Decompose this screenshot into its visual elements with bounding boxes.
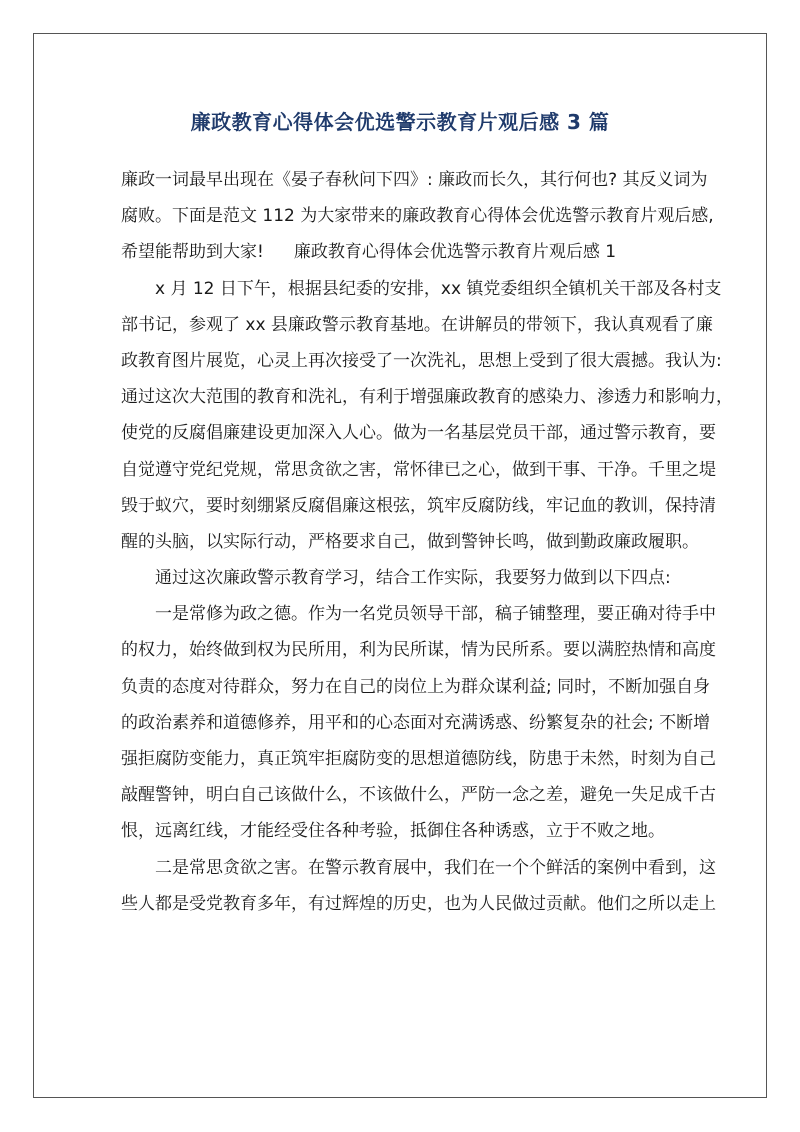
paragraph-line: 一是常修为政之德。作为一名党员领导干部，稿子铺整理，要正确对待手中: [155, 604, 716, 625]
paragraph-line: 的政治素养和道德修养，用平和的心态面对充满诱惑、纷繁复杂的社会; 不断增: [121, 712, 711, 733]
paragraph-line: 些人都是受党教育多年，有过辉煌的历史，也为人民做过贡献。他们之所以走上: [121, 893, 716, 914]
paragraph-line: 政教育图片展览，心灵上再次接受了一次洗礼，思想上受到了很大震撼。我认为:: [121, 350, 722, 371]
paragraph-4: [121, 850, 716, 922]
document-title: 廉政教育心得体会优选警示教育片观后感 3 篇: [190, 110, 610, 134]
paragraph-2: [121, 560, 685, 596]
paragraph-line: x 月 12 日下午，根据县纪委的安排，xx 镇党委组织全镇机关干部及各村支: [155, 278, 722, 299]
section-heading: 廉政教育心得体会优选警示教育片观后感 1: [293, 242, 617, 263]
paragraph-line: 通过这次大范围的教育和洗礼，有利于增强廉政教育的感染力、渗透力和影响力，: [121, 387, 733, 408]
intro-line: 腐败。下面是范文 112 为大家带来的廉政教育心得体会优选警示教育片观后感,: [121, 206, 714, 227]
paragraph-line: 部书记，参观了 xx 县廉政警示教育基地。在讲解员的带领下，我认真观看了廉: [121, 314, 713, 335]
paragraph-line: 二是常思贪欲之害。在警示教育展中，我们在一个个鲜活的案例中看到，这: [155, 857, 716, 878]
paragraph-line: 使党的反腐倡廉建设更加深入人心。做为一名基层党员干部，通过警示教育，要: [121, 423, 716, 444]
paragraph-line: 负责的态度对待群众，努力在自己的岗位上为群众谋利益; 同时，不断加强自身: [121, 676, 711, 697]
paragraph-line: 敲醒警钟，明白自己该做什么，不该做什么，严防一念之差，避免一失足成千古: [121, 785, 716, 806]
intro-line: 希望能帮助到大家!: [121, 242, 264, 263]
intro-line: 廉政一词最早出现在《晏子春秋问下四》: 廉政而长久，其行何也? 其反义词为: [121, 170, 708, 190]
paragraph-line: 通过这次廉政警示教育学习，结合工作实际，我要努力做到以下四点:: [155, 568, 671, 589]
paragraph-1: [121, 271, 733, 561]
paragraph-line: 强拒腐防变能力，真正筑牢拒腐防变的思想道德防线，防患于未然，时刻为自己: [121, 749, 716, 769]
intro-line-with-heading: [121, 234, 685, 270]
paragraph-line: 自觉遵守党纪党规，常思贪欲之害，常怀律已之心，做到干事、干净。千里之堤: [121, 459, 716, 480]
paragraph-3: [121, 596, 716, 849]
document-body: [121, 162, 733, 922]
paragraph-line: 醒的头脑，以实际行动，严格要求自己，做到警钟长鸣，做到勤政廉政履职。: [121, 531, 699, 552]
paragraph-line: 的权力，始终做到权为民所用，利为民所谋，情为民所系。要以满腔热情和高度: [121, 640, 716, 661]
paragraph-line: 毁于蚁穴，要时刻绷紧反腐倡廉这根弦，筑牢反腐防线，牢记血的教训，保持清: [121, 495, 716, 516]
paragraph-line: 恨，远离红线，才能经受住各种考验，抵御住各种诱惑，立于不败之地。: [121, 821, 665, 842]
